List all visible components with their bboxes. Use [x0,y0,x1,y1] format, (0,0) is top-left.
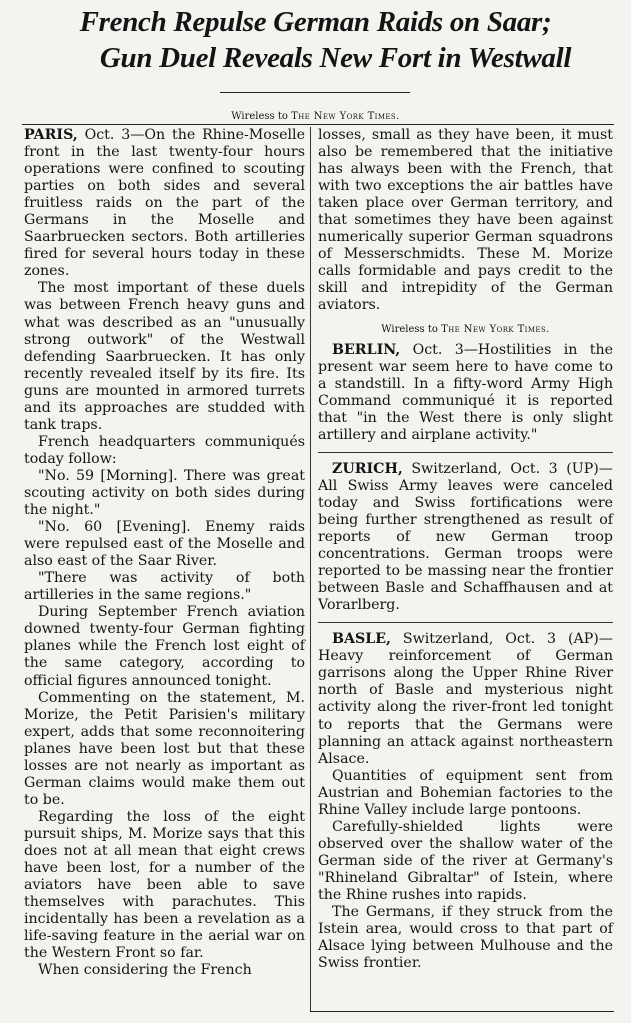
section-rule [318,622,613,623]
paragraph: The Germans, if they struck from the Istein area, would cross to that part of Alsace lying between Mulhouse and the Swiss frontier. [318,904,613,972]
headline-line-1: French Repulse German Raids on Saar; [79,6,552,38]
dateline-paris: PARIS, [24,127,78,143]
paragraph: When considering the French [38,962,252,979]
column-left [24,127,305,979]
wire-credit [0,111,631,122]
column-right [318,127,613,972]
dateline-zurich: ZURICH, [332,460,403,477]
paragraph: Regarding the loss of the eight pursuit ships, M. Morize says that this does not at all mean that eight crews have been lost, for a number of the aviators have been able to save themselves with parachutes. This incidentally has been a revelation as a life-saving feature in the aerial war on the Western Front so far. [24,808,305,962]
paragraph-text: Switzerland, Oct. 3 (AP)—Heavy reinforcement of German garrisons along the Upper Rhine River north of Basle and mysterious night activity along the river-front led tonight to reports that the Germans were planning an attack against northeastern Alsace. [318,631,613,767]
headline-line-2: Gun Duel Reveals New Fort in Westwall [99,42,572,74]
credit-paper: The New York Times. [441,323,550,335]
paragraph-text: Oct. 3—Hostilities in the present war seem here to have come to a standstill. In a fifty-word Army High Command communiqué it is reported that "in the West there is only slight artillery and airplane activity." [318,341,613,443]
column-divider [310,127,311,1011]
paragraph: "No. 60 [Evening]. Enemy raids were repulsed east of the Moselle and also east of the Saar River. [24,519,305,570]
paragraph [318,461,613,614]
top-column-rule [22,124,614,125]
paragraph: French headquarters communiqués today follow: [24,433,305,467]
paragraph: "No. 59 [Morning]. There was great scouting activity on both sides during the night." [24,467,305,519]
credit-prefix: Wireless to [381,323,442,335]
section-rule [318,452,613,453]
paragraph: Quantities of equipment sent from Austrian and Bohemian factories to the Rhine Valley include large pontoons. [318,767,613,818]
paragraph [318,631,613,767]
wire-credit [318,321,613,338]
paragraph: The most important of these duels was between French heavy guns and what was described as an "unusually strong outwork" of the Westwall defending Saarbruecken. It has only recently revealed itself by its fire. Its guns are mounted in armored turrets and its approaches are studded with tank traps. [24,280,305,433]
paragraph-text: Oct. 3—On the Rhine-Moselle front in the last twenty-four hours operations were confined to scouting parties on both sides and several fruitless raids on the part of the Germans in the Moselle and Saarbruecken sectors. Both artilleries fired for several hours today in these zones. [24,127,305,280]
headline-rule [220,92,410,93]
credit-prefix: Wireless to [231,111,292,122]
dateline-basle: BASLE, [332,631,391,648]
dateline-berlin: BERLIN, [332,341,401,358]
paragraph [318,342,613,444]
paragraph [24,127,305,280]
paragraph: Commenting on the statement, M. Morize, the Petit Parisien's military expert, adds that some reconnoitering planes have been lost but that these losses are not nearly as important as German claims would make them out to be. [24,689,305,808]
credit-paper: The New York Times. [291,111,400,122]
paragraph: "There was activity of both artilleries in the same regions." [24,570,305,604]
paragraph: losses, small as they have been, it must also be remembered that the initiative has always been with the French, that with two exceptions the air battles have taken place over German territory, and that sometimes they have been against numerically superior German squadrons of Messerschmidts. These M. Morize calls formidable and pays credit to the skill and intrepidity of the German aviators. [318,127,613,314]
paragraph: Carefully-shielded lights were observed over the shallow water of the German side of the river at Germany's "Rhineland Gibraltar" of Istein, where the Rhine rushes into rapids. [318,818,613,903]
headline [0,0,631,76]
paragraph-text: Switzerland, Oct. 3 (UP)—All Swiss Army leaves were canceled today and Swiss fortifications were being further strengthened as result of reports of new German troop concentrations. German troops were reported to be massing near the frontier between Basle and Schaffhausen and at Vorarlberg. [318,460,613,614]
bottom-rule [310,1011,614,1012]
paragraph: During September French aviation downed twenty-four German fighting planes while the French lost eight of the same category, according to official figures announced tonight. [24,604,305,689]
